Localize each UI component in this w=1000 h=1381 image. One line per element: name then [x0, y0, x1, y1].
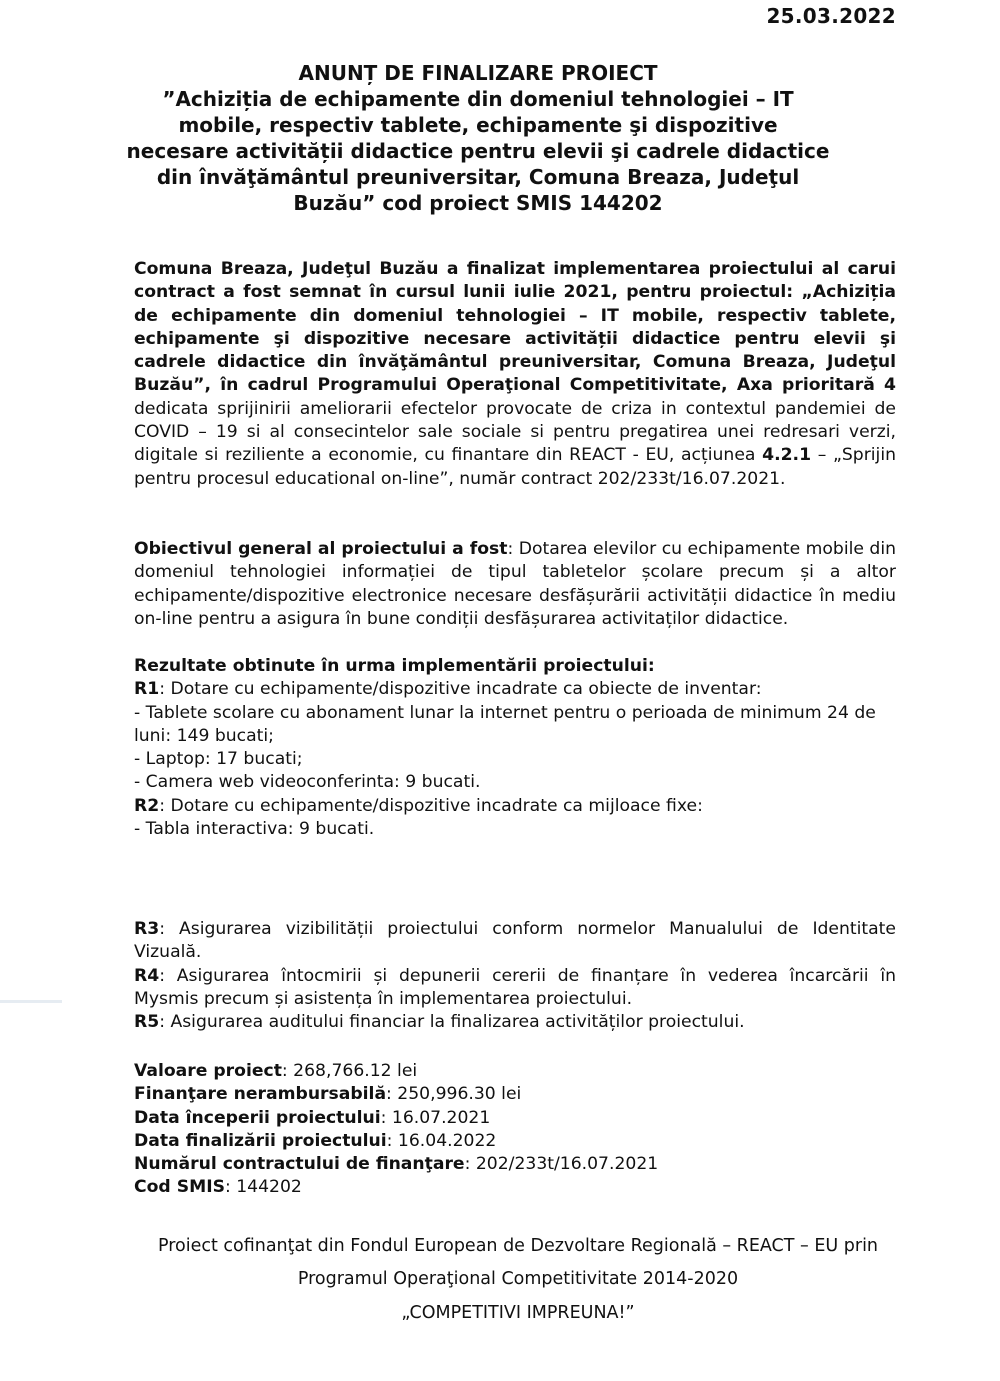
intro-text-1: dedicata sprijinirii ameliorarii efectelor provocate de criza in contextul pandemiei de COVID – 19 si al consecintelor sale sociale si pentru pregatirea unei redresari verzi, digitale si reziliente a economie, cu finantare din REACT - EU, acțiunea	[134, 398, 896, 466]
detail-value: : 202/233t/16.07.2021	[464, 1154, 659, 1175]
detail-value: : 16.04.2022	[386, 1130, 497, 1151]
footer-programme: Programul Operaţional Competitivitate 2014-2020	[297, 1269, 739, 1289]
result-r4	[134, 965, 896, 1012]
detail-non-refundable-funding	[134, 1083, 896, 1106]
detail-end-date	[134, 1130, 896, 1153]
list-item: - Laptop: 17 bucati;	[134, 749, 303, 770]
detail-start-date	[134, 1107, 896, 1130]
result-r2-text: : Dotare cu echipamente/dispozitive incadrate ca mijloace fixe:	[159, 795, 703, 816]
result-r1	[134, 678, 896, 701]
intro-text-2: – „Sprijin pentru procesul educational on-line”, număr contract 202/233t/16.07.2021.	[134, 445, 896, 489]
objective-text: : Dotarea elevilor cu echipamente mobile din domeniul tehnologiei informației de tipul tabletelor școlare precum și a altor echipamente/dispozitive electronice necesare desfășurării activității didactice în mediu on-line pentru a asigura în bune condiții desfășurarea activitaților didactice.	[134, 539, 896, 629]
objective-label: Obiectivul general al proiectului a fost	[134, 539, 508, 559]
intro-bold-text: Comuna Breaza, Judeţul Buzău a finalizat implementarea proiectului al carui contract a fost semnat în cursul lunii iulie 2021, pentru proiectul: „Achiziția de echipamente din domeniul tehnologiei – IT mobile, respectiv tablete, echipamente şi dispozitive necesare activității didactice pentru elevii şi cadrele didactice din învăţământul preuniversitar, Comuna Breaza, Judeţul Buzău”, în cadrul Programului Operaţional Competitivitate, Axa prioritară 4	[134, 259, 896, 396]
detail-label: Valoare proiect	[134, 1061, 282, 1081]
result-r3-label: R3	[134, 919, 160, 939]
detail-label: Data finalizării proiectului	[134, 1130, 387, 1151]
detail-label: Cod SMIS	[134, 1177, 225, 1198]
result-r5-text: : Asigurarea auditului financiar la finalizarea activităților proiectului.	[159, 1012, 745, 1033]
result-r1-text: : Dotare cu echipamente/dispozitive incadrate ca obiecte de inventar:	[159, 679, 762, 700]
detail-label: Data începerii proiectului	[134, 1107, 381, 1128]
result-r4-label: R4	[134, 965, 160, 986]
detail-value: : 250,996.30 lei	[386, 1084, 522, 1105]
detail-value: : 16.07.2021	[380, 1107, 491, 1128]
detail-contract-number	[134, 1153, 896, 1176]
announcement-heading: ANUNȚ DE FINALIZARE PROIECT	[298, 61, 658, 85]
results-section-2	[134, 918, 896, 1034]
footer-slogan: „COMPETITIVI IMPREUNA!”	[401, 1303, 635, 1323]
footer-cofinancing: Proiect cofinanţat din Fondul European de Dezvoltare Regională – REACT – EU prin	[157, 1236, 879, 1256]
detail-label: Numărul contractului de finanţare	[134, 1154, 465, 1175]
document-date: 25.03.2022	[766, 4, 896, 28]
scan-artifact	[0, 1000, 62, 1003]
action-code: 4.2.1	[762, 445, 812, 466]
list-item: - Tablete scolare cu abonament lunar la internet pentru o perioada de minimum 24 de luni: 149 bucati;	[134, 702, 876, 746]
result-r4-text: : Asigurarea întocmirii și depunerii cererii de finanțare în vederea încarcării în Mysmis precum și asistența în implementarea proiectului.	[134, 965, 896, 1009]
result-r1-label: R1	[134, 679, 160, 700]
title-block	[125, 60, 831, 216]
result-r3	[134, 918, 896, 965]
result-r5-label: R5	[134, 1012, 160, 1033]
detail-label: Finanţare nerambursabilă	[134, 1084, 387, 1105]
detail-value: : 144202	[224, 1177, 302, 1198]
detail-value: : 268,766.12 lei	[281, 1061, 418, 1081]
list-item: - Tabla interactiva: 9 bucati.	[134, 819, 375, 840]
detail-smis-code	[134, 1176, 896, 1199]
result-r3-text: : Asigurarea vizibilității proiectului conform normelor Manualului de Identitate Vizuală.	[134, 919, 896, 963]
results-section	[134, 655, 896, 841]
objective-paragraph	[134, 538, 896, 631]
project-name: ”Achiziția de echipamente din domeniul tehnologiei – IT mobile, respectiv tablete, echipamente şi dispozitive necesare activității didactice pentru elevii şi cadrele didactice din învăţământul preuniversitar, Comuna Breaza, Judeţul Buzău” cod proiect SMIS 144202	[126, 87, 830, 215]
result-r2	[134, 795, 896, 818]
detail-project-value	[134, 1060, 896, 1083]
project-details	[134, 1060, 896, 1200]
result-r2-label: R2	[134, 795, 160, 816]
intro-paragraph	[134, 258, 896, 491]
list-item: - Camera web videoconferinta: 9 bucati.	[134, 772, 481, 793]
result-r5	[134, 1011, 896, 1034]
results-heading: Rezultate obtinute în urma implementării proiectului:	[134, 656, 655, 676]
